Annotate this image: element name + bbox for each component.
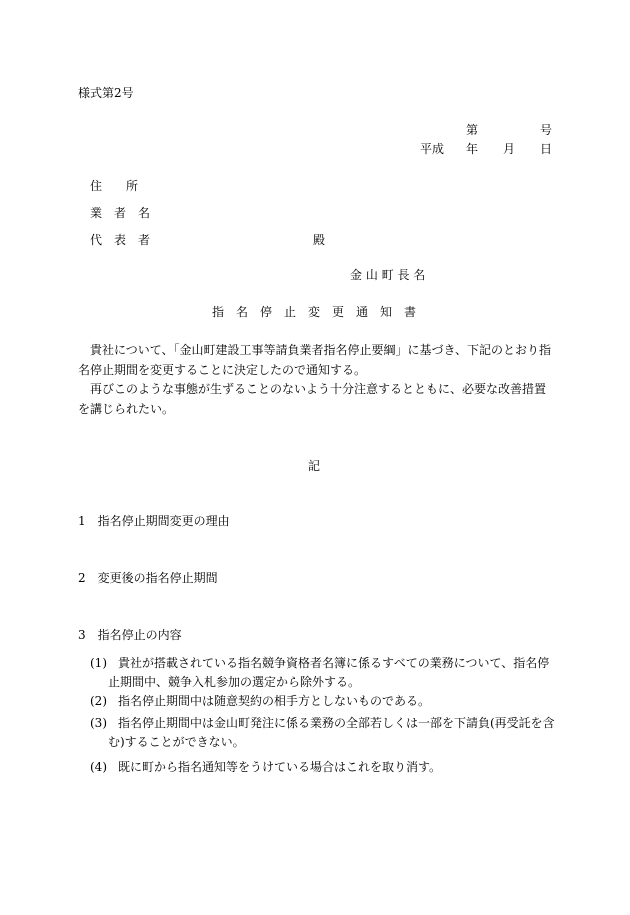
document-title: 指 名 停 止 変 更 通 知 書 [212, 305, 417, 319]
company-label: 業 者 名 [90, 206, 151, 220]
list-item-number: (2) [90, 694, 107, 708]
address-label: 住 所 [90, 179, 139, 193]
section-3: 3 指名停止の内容 [78, 628, 182, 642]
list-item-text: 指名停止期間中は随意契約の相手方としないものである。 [118, 694, 431, 708]
representative-label: 代 表 者 [90, 233, 151, 247]
body-paragraph-1: 貴社について、「金山町建設工事等請負業者指名停止要綱」に基づき、下記のとおり指名停止期間を変更することに決定したので通知する。 [78, 343, 552, 377]
issuer: 金 山 町 長 名 [350, 268, 426, 282]
section-1: 1 指名停止期間変更の理由 [78, 514, 230, 528]
list-item [90, 714, 560, 752]
list-item-text: 指名停止期間中は金山町発注に係る業務の全部若しくは一部を下請負(再受託を含む)することができない。 [108, 716, 555, 749]
date-day: 日 [540, 142, 553, 156]
list-item-text: 貴社が搭載されている指名競争資格者名簿に係るすべての業務について、指名停止期間中、競争入札参加の選定から除外する。 [108, 656, 550, 689]
doc-number-prefix: 第 [466, 123, 479, 137]
list-item-number: (4) [90, 760, 107, 774]
date-month: 月 [503, 142, 516, 156]
body-paragraph-2: 再びこのような事態が生ずることのないよう十分注意するとともに、必要な改善措置を講じられたい。 [78, 382, 547, 416]
date-era: 平成 [420, 142, 445, 156]
ki-heading: 記 [308, 459, 321, 473]
date-year: 年 [466, 142, 479, 156]
list-item-number: (1) [90, 656, 107, 670]
list-item [90, 758, 560, 777]
list-item-number: (3) [90, 716, 107, 730]
list-item [90, 692, 560, 711]
honorific: 殿 [313, 233, 326, 247]
section-2: 2 変更後の指名停止期間 [78, 571, 218, 585]
list-item [90, 654, 560, 692]
form-number: 様式第2号 [78, 86, 134, 100]
doc-number-suffix: 号 [540, 123, 553, 137]
list-item-text: 既に町から指名通知等をうけている場合はこれを取り消す。 [118, 760, 442, 774]
